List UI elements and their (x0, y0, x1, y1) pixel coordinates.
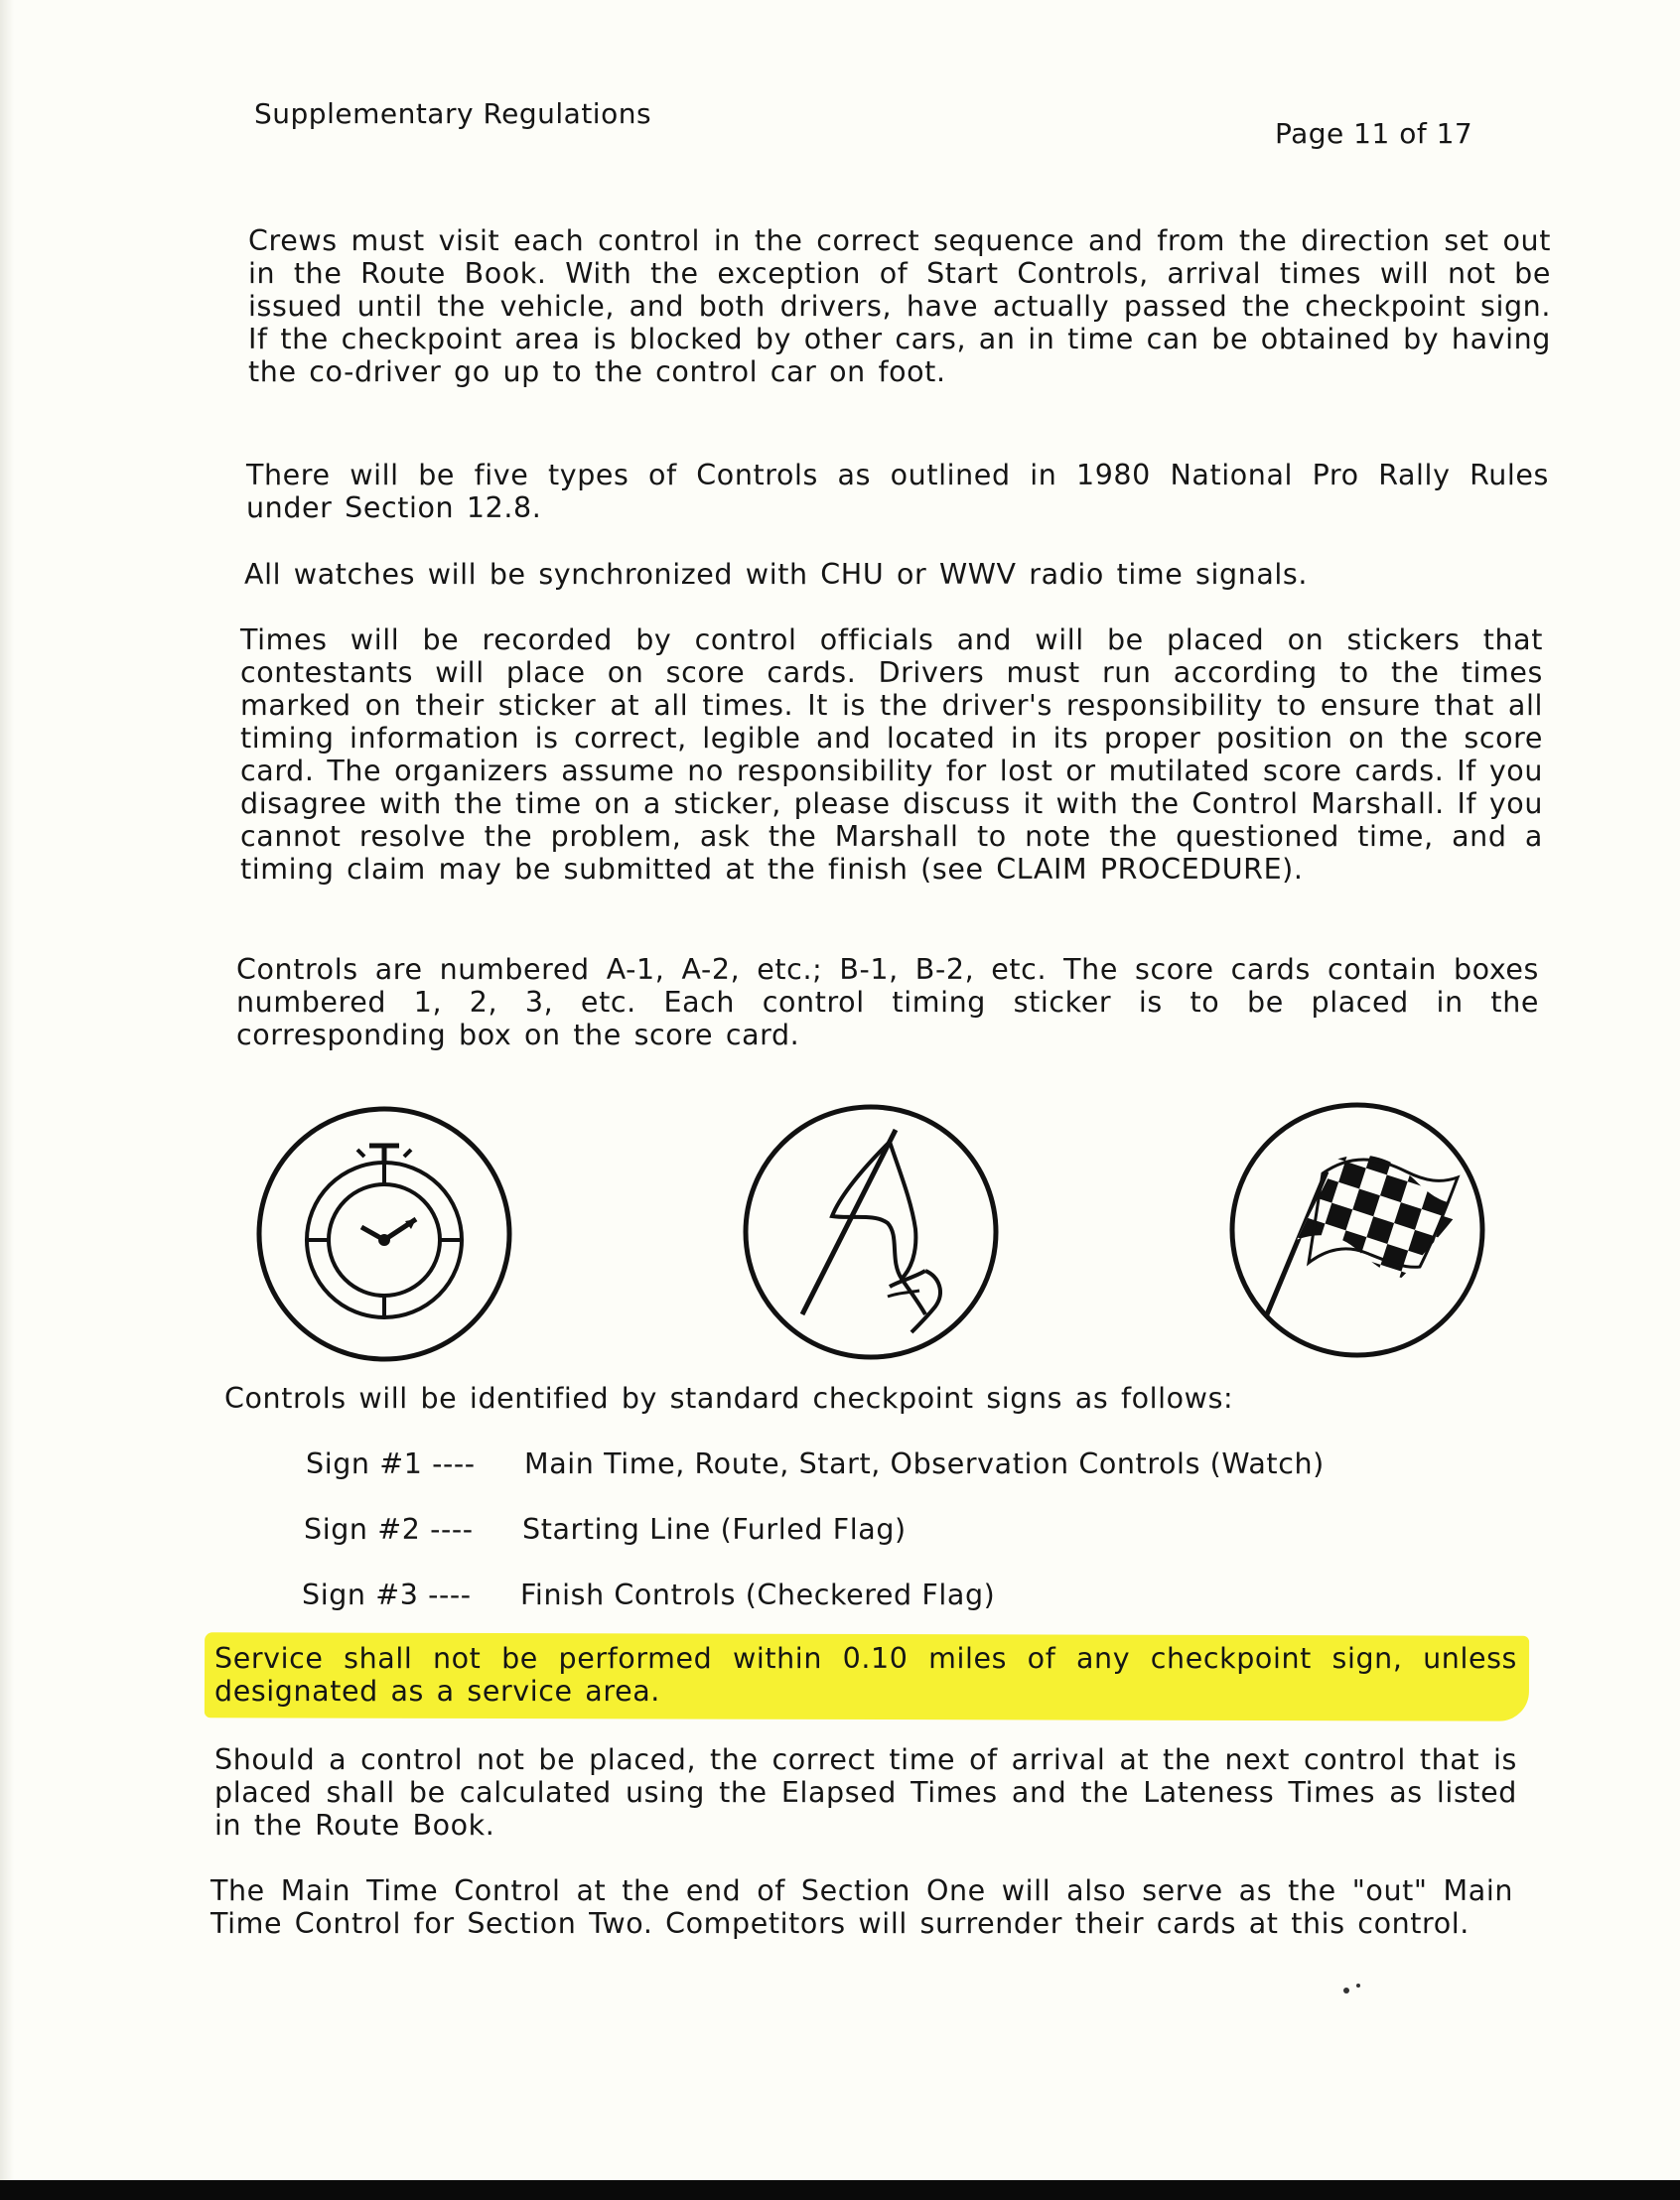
page-number: Page 11 of 17 (1275, 117, 1473, 150)
sign-description: Starting Line (Furled Flag) (522, 1513, 907, 1546)
furled-flag-icon (741, 1102, 1001, 1362)
paragraph-times-recorded: Times will be recorded by control officials and will be placed on stickers that contestants will place on score cards. Drivers must run according to the times marked on their sticker at all times. It is the driver's responsibility to ensure that all timing information is correct, legible and located in its proper position on the score card. The organizers assume no responsibility for lost or mutilated score cards. If you disagree with the time on a sticker, please discuss it with the Control Marshall. If you cannot resolve the problem, ask the Marshall to note the questioned time, and a timing claim may be submitted at the finish (see CLAIM PROCEDURE). (240, 623, 1543, 886)
sign-row-1 (306, 1447, 1325, 1480)
sign-row-2 (304, 1513, 907, 1546)
scan-speck (1356, 1984, 1360, 1988)
sign-number: Sign #3 ---- (302, 1579, 472, 1611)
paragraph-main-time-control: The Main Time Control at the end of Section One will also serve as the "out" Main Time Control for Section Two. Competitors will surrender their cards at this control. (210, 1874, 1513, 1940)
paragraph-control-sequence: Crews must visit each control in the correct sequence and from the direction set out in the Route Book. With the exception of Start Controls, arrival times will not be issued until the vehicle, and both drivers, have actually passed the checkpoint sign. If the checkpoint area is blocked by other cars, an in time can be obtained by having the co-driver go up to the control car on foot. (248, 224, 1551, 388)
scan-speck (1343, 1988, 1349, 1994)
header-title: Supplementary Regulations (254, 97, 652, 130)
sign-row-3 (302, 1579, 995, 1611)
sign-description: Main Time, Route, Start, Observation Controls (Watch) (524, 1447, 1325, 1480)
paragraph-control-numbering: Controls are numbered A-1, A-2, etc.; B-1, B-2, etc. The score cards contain boxes numbered 1, 2, 3, etc. Each control timing sticker is to be placed in the corresponding box on the score card. (236, 953, 1539, 1051)
paragraph-checkpoint-signs: Controls will be identified by standard checkpoint signs as follows: (224, 1382, 1234, 1415)
sign-number: Sign #1 ---- (306, 1447, 476, 1480)
sign-number: Sign #2 ---- (304, 1513, 474, 1546)
stopwatch-icon (254, 1104, 514, 1364)
checkered-flag-icon (1227, 1100, 1487, 1360)
scan-edge (0, 0, 14, 2180)
scan-bottom-border (0, 2180, 1680, 2200)
paragraph-control-not-placed: Should a control not be placed, the correct time of arrival at the next control that is placed shall be calculated using the Elapsed Times and the Lateness Times as listed in the Route Book. (214, 1743, 1517, 1842)
paragraph-watches: All watches will be synchronized with CHU or WWV radio time signals. (244, 558, 1309, 591)
paragraph-control-types: There will be five types of Controls as outlined in 1980 National Pro Rally Rules under Section 12.8. (246, 459, 1549, 524)
paragraph-service-rule: Service shall not be performed within 0.10 miles of any checkpoint sign, unless designated as a service area. (214, 1642, 1517, 1708)
sign-description: Finish Controls (Checkered Flag) (520, 1579, 996, 1611)
